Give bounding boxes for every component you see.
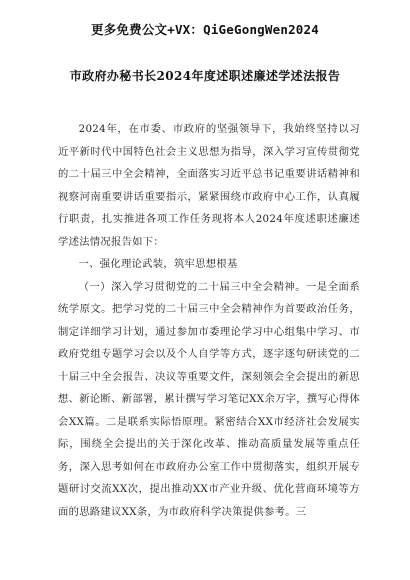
section-heading: 一、强化理论武装，筑牢思想根基: [78, 258, 238, 270]
section-paragraph: （一）深入学习贯彻党的二十届三中全会精神。一是全面系统学原文。把学习党的二十届三中全会精神作为首要政治任务，制定详细学习计划，通过参加市委理论学习中心组集中学习、市政府党组专题学习会以及个人自学等方式，逐字逐句研读党的二十届三中全会报告、决议等重要文件，深刻领会全会提出的新思想、新论断、新部署，累计撰写学习笔记XX余万字，撰写心得体会XX篇。二是联系实际悟原理。紧密结合XX市经济社会发展实际，围绕全会提出的关于深化改革、推动高质量发展等重点任务，深入思考如何在市政府办公室工作中贯彻落实，组织开展专题研讨交流XX次，提出推动XX市产业升级、优化营商环境等方面的思路建议XX条，为市政府科学决策提供参考。三: [58, 280, 360, 518]
document-title: 市政府办秘书长2024年度述职述廉述学述法报告: [69, 69, 341, 83]
document-body: [58, 118, 360, 523]
intro-paragraph: 2024年，在市委、市政府的坚强领导下，我始终坚持以习近平新时代中国特色社会主义思想为指导，深入学习宣传贯彻党的二十届三中全会精神，全面落实习近平总书记重要讲话精神和视察河南重要讲话重要指示，紧紧围绕市政府中心工作，认真履行职责，扎实推进各项工作任务现将本人2024年度述职述廉述学述法情况报告如下：: [58, 123, 360, 248]
watermark-header: 更多免费公文+VX：QiGeGongWen2024: [91, 22, 319, 37]
